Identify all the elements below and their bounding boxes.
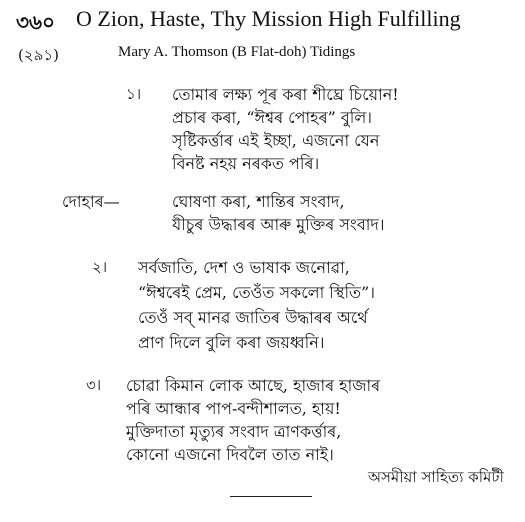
verse-3-line-1: চোৱা কিমান লোক আছে, হাজাৰ হাজাৰ: [126, 376, 381, 395]
author-and-tune: Mary A. Thomson (B Flat-doh) Tidings: [118, 44, 356, 60]
alternate-hymn-number: (২৯১): [18, 46, 59, 64]
hymn-title: O Zion, Haste, Thy Mission High Fulfilling: [76, 6, 461, 31]
chorus-line-2: যীচুৰ উদ্ধাৰৰ আৰু মুক্তিৰ সংবাদ।: [172, 215, 385, 234]
verse-1-line-4: বিনষ্ট নহয় নৰকত পৰি।: [172, 154, 320, 173]
verse-3-line-3: মুক্তিদাতা মৃত্যুৰ সংবাদ ত্ৰাণকৰ্ত্তাৰ,: [126, 422, 342, 441]
verse-1-line-2: প্ৰচাৰ কৰা, “ঈশ্বৰ পোহৰ” বুলি।: [172, 108, 372, 127]
hymn-number: ৩৬০: [16, 10, 56, 34]
verse-3-line-4: কোনো এজনো দিবলৈ তাত নাই।: [126, 445, 334, 464]
verse-2-line-4: প্ৰাণ দিলে বুলি কৰা জয়ধ্বনি।: [138, 333, 325, 352]
chorus-label: দোহাৰ—: [62, 192, 120, 211]
publisher-credit: অসমীয়া সাহিত্য কমিটী: [368, 468, 504, 486]
verse-1-number: ১।: [126, 85, 142, 103]
verse-2-line-1: সৰ্বজাতি, দেশ ও ভাষাক জনোৱা,: [138, 258, 350, 277]
verse-3-line-2: পৰি আন্ধাৰ পাপ-বন্দীশালত, হায়!: [126, 399, 341, 418]
verse-2-number: ২।: [92, 258, 108, 276]
verse-1-line-3: সৃষ্টিকৰ্ত্তাৰ এই ইচ্ছা, এজনো যেন: [172, 131, 380, 150]
end-divider: [230, 496, 312, 497]
verse-2-line-3: তেওঁ সব্ মানৱ জাতিৰ উদ্ধাৰৰ অৰ্থে: [138, 308, 368, 327]
chorus-line-1: ঘোষণা কৰা, শান্তিৰ সংবাদ,: [172, 192, 345, 211]
verse-1-line-1: তোমাৰ লক্ষ্য পূৰ কৰা শীঘ্ৰে চিয়োন!: [172, 85, 399, 104]
verse-3-number: ৩।: [86, 376, 102, 394]
verse-2-line-2: “ঈশ্বৰেই প্ৰেম, তেওঁত সকলো স্থিতি”।: [138, 283, 375, 302]
